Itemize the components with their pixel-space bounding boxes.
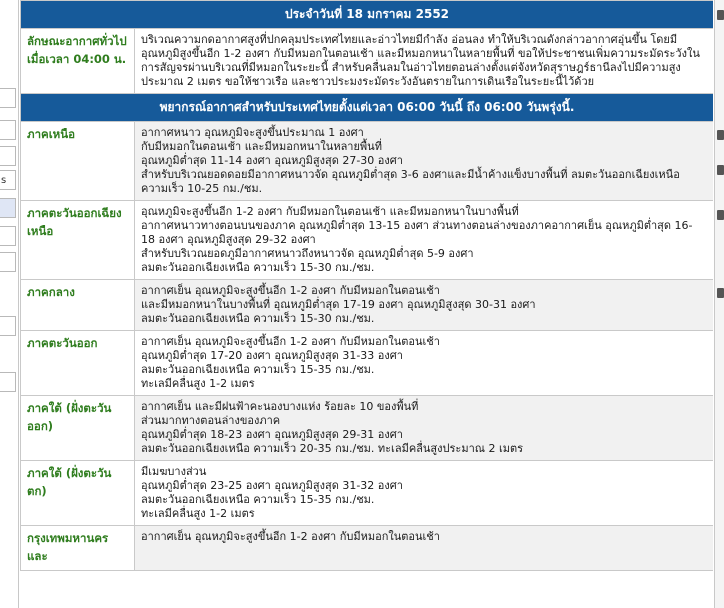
forecast-line: อุณหภูมิต่ำสุด 11-14 องศา อุณหภูมิสูงสุด 27-30 องศา	[141, 154, 403, 167]
forecast-line: มีเมฆบางส่วน	[141, 465, 207, 478]
side-tab-6[interactable]	[0, 226, 16, 246]
side-tab-9[interactable]	[0, 372, 16, 392]
forecast-line: กับมีหมอกในตอนเช้า และมีหมอกหนาในหลายพื้นที่	[141, 140, 382, 153]
general-conditions-text: บริเวณความกดอากาศสูงที่ปกคลุมประเทศไทยและอ่าวไทยมีกำลัง อ่อนลง ทำให้บริเวณดังกล่าวอากาศอุ่นขึ้น โดยมี อุณหภูมิสูงขึ้นอีก 1-2 องศา กับมีหมอกในตอนเช้า และมีหมอกหนาในหลายพื้นที่ ขอให้ประชาชนเพิ่มความระมัดระวังใน การสัญจรผ่านบริเวณที่มีหมอกในระยะนี้ สำหรับคลื่นลมในอ่าวไทยตอนล่างตั้งแต่จังหวัดสุราษฎร์ธานีลงไปมีความสูง ประมาณ 2 เมตร ขอให้ชาวเรือ และชาวประมงระมัดระวังอันตรายในการเดินเรือในระยะนี้ไว้ด้วย	[135, 29, 714, 94]
forecast-line: สำหรับบริเวณยอดดอยมีอากาศหนาวจัด อุณหภูมิต่ำสุด 3-6 องศาและมีน้ำค้างแข็งบางพื้นที่ ลมตะวันออกเฉียงเหนือ	[141, 168, 680, 181]
side-tab-8[interactable]	[0, 316, 16, 336]
region-row	[21, 526, 714, 571]
forecast-header-row	[21, 94, 714, 122]
right-marker-4	[717, 210, 724, 220]
forecast-line: ลมตะวันออกเฉียงเหนือ ความเร็ว 15-30 กม./ชม.	[141, 312, 375, 325]
region-row	[21, 280, 714, 331]
region-forecast	[135, 526, 714, 571]
forecast-line: ลมตะวันออกเฉียงเหนือ ความเร็ว 20-35 กม./ชม. ทะเลมีคลื่นสูงประมาณ 2 เมตร	[141, 442, 524, 455]
forecast-line: อากาศเย็น อุณหภูมิจะสูงขึ้นอีก 1-2 องศา กับมีหมอกในตอนเช้า	[141, 335, 440, 348]
region-name: ภาคตะวันออกเฉียงเหนือ	[21, 201, 135, 280]
region-row	[21, 331, 714, 396]
forecast-line: อุณหภูมิต่ำสุด 18-23 องศา อุณหภูมิสูงสุด 29-31 องศา	[141, 428, 403, 441]
forecast-line: และมีหมอกหนาในบางพื้นที่ อุณหภูมิต่ำสุด 17-19 องศา อุณหภูมิสูงสุด 30-31 องศา	[141, 298, 536, 311]
region-rows	[21, 122, 714, 571]
forecast-line: ลมตะวันออกเฉียงเหนือ ความเร็ว 15-35 กม./ชม.	[141, 493, 375, 506]
forecast-line: ความเร็ว 10-25 กม./ชม.	[141, 182, 263, 195]
forecast-line: อุณหภูมิจะสูงขึ้นอีก 1-2 องศา กับมีหมอกในตอนเช้า และมีหมอกหนาในบางพื้นที่	[141, 205, 519, 218]
forecast-line: ลมตะวันออกเฉียงเหนือ ความเร็ว 15-35 กม./ชม.	[141, 363, 375, 376]
forecast-line: อากาศเย็น อุณหภูมิจะสูงขึ้นอีก 1-2 องศา กับมีหมอกในตอนเช้า	[141, 284, 440, 297]
general-conditions-label: ลักษณะอากาศทั่วไปเมื่อเวลา 04:00 น.	[21, 29, 135, 94]
forecast-line: ลมตะวันออกเฉียงเหนือ ความเร็ว 15-30 กม./ชม.	[141, 261, 375, 274]
forecast-line: ทะเลมีคลื่นสูง 1-2 เมตร	[141, 507, 255, 520]
region-row	[21, 201, 714, 280]
region-forecast	[135, 331, 714, 396]
region-name: ภาคตะวันออก	[21, 331, 135, 396]
right-scroll-strip[interactable]	[714, 0, 724, 608]
region-name: ภาคเหนือ	[21, 122, 135, 201]
side-tab-4[interactable]: s	[0, 170, 16, 190]
forecast-line: 18 องศา อุณหภูมิสูงสุด 29-32 องศา	[141, 233, 316, 246]
region-forecast	[135, 280, 714, 331]
forecast-line: อากาศหนาว อุณหภูมิจะสูงขึ้นประมาณ 1 องศา	[141, 126, 364, 139]
region-row	[21, 396, 714, 461]
forecast-line: อากาศหนาวทางตอนบนของภาค อุณหภูมิต่ำสุด 13-15 องศา ส่วนทางตอนล่างของภาคอากาศเย็น อุณหภูมิต่ำสุด 16-	[141, 219, 693, 232]
right-marker-2	[717, 130, 724, 140]
region-forecast	[135, 396, 714, 461]
left-side-panel	[0, 0, 19, 608]
side-tab-5-selected[interactable]	[0, 198, 16, 218]
side-tab-3[interactable]	[0, 146, 16, 166]
region-forecast	[135, 461, 714, 526]
side-tab-1[interactable]	[0, 88, 16, 108]
forecast-line: อากาศเย็น และมีฝนฟ้าคะนองบางแห่ง ร้อยละ 10 ของพื้นที่	[141, 400, 419, 413]
region-name: ภาคกลาง	[21, 280, 135, 331]
right-marker-3	[717, 165, 724, 175]
region-name: ภาคใต้ (ฝั่งตะวันตก)	[21, 461, 135, 526]
region-row	[21, 122, 714, 201]
right-marker-1	[717, 10, 724, 20]
right-marker-5	[717, 288, 724, 298]
forecast-line: อุณหภูมิต่ำสุด 17-20 องศา อุณหภูมิสูงสุด 31-33 องศา	[141, 349, 403, 362]
general-conditions-row	[21, 29, 714, 94]
forecast-line: อุณหภูมิต่ำสุด 23-25 องศา อุณหภูมิสูงสุด 31-32 องศา	[141, 479, 403, 492]
region-row	[21, 461, 714, 526]
forecast-line: ทะเลมีคลื่นสูง 1-2 เมตร	[141, 377, 255, 390]
side-tab-7[interactable]	[0, 252, 16, 272]
forecast-table	[20, 0, 713, 571]
date-header-row	[21, 1, 714, 29]
region-name: ภาคใต้ (ฝั่งตะวันออก)	[21, 396, 135, 461]
forecast-line: ส่วนมากทางตอนล่างของภาค	[141, 414, 281, 427]
forecast-line: อากาศเย็น อุณหภูมิจะสูงขึ้นอีก 1-2 องศา กับมีหมอกในตอนเช้า	[141, 530, 440, 543]
weather-forecast-content	[20, 0, 713, 608]
region-forecast	[135, 201, 714, 280]
forecast-line: สำหรับบริเวณยอดภูมีอากาศหนาวถึงหนาวจัด อุณหภูมิต่ำสุด 5-9 องศา	[141, 247, 474, 260]
side-tab-2[interactable]	[0, 120, 16, 140]
page-title: ประจำวันที่ 18 มกราคม 2552	[21, 1, 714, 29]
region-name: กรุงเทพมหานครและ	[21, 526, 135, 571]
region-forecast	[135, 122, 714, 201]
forecast-period-title: พยากรณ์อากาศสำหรับประเทศไทยตั้งแต่เวลา 06:00 วันนี้ ถึง 06:00 วันพรุ่งนี้.	[21, 94, 714, 122]
